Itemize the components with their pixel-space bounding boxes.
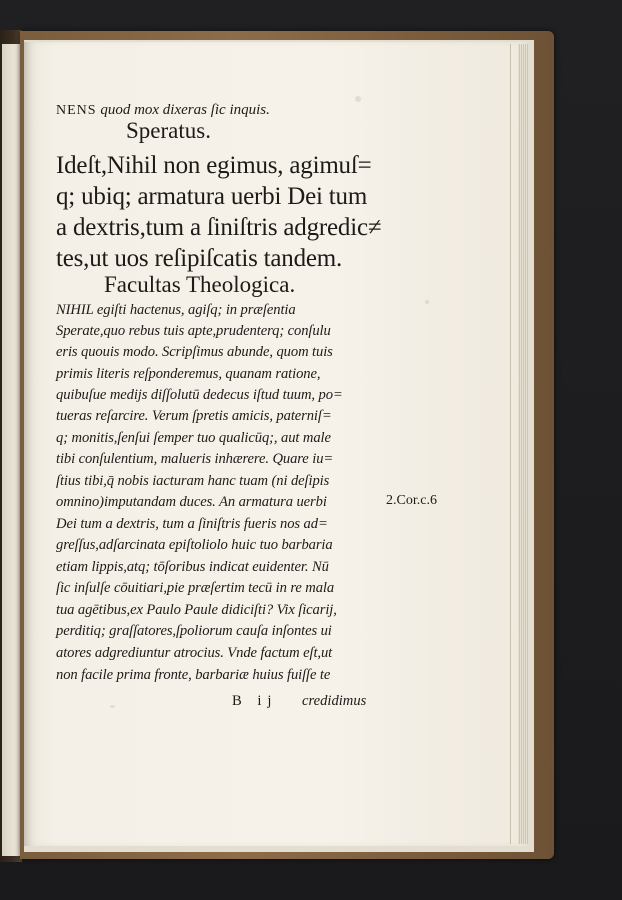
faculty-title: Facultas Theologica. [104, 272, 296, 297]
body-line: ſic inſulſe cōuitiari,pie præſertim tecū in re mala [56, 580, 335, 596]
stain-spot [110, 705, 115, 708]
reply-line: q; ubiq; armatura uerbi Dei tum [56, 183, 368, 210]
stain-spot [355, 96, 361, 102]
header-caps: NENS [56, 103, 97, 118]
reply-line: Ideſt,Nihil non egimus, agimuſ= [56, 152, 372, 179]
body-line: tueras reſarcire. Verum ſpretis amicis, paterniſ= [56, 408, 332, 424]
body-line: q; monitis,ſenſui ſemper tuo qualicūq;, aut male [56, 430, 331, 446]
body-line: quibuſue medijs diſſolutū dedecus iſtud tuum, po= [56, 387, 343, 403]
body-line: NIHIL egiſti hactenus, agiſq; in præſentia [56, 302, 296, 318]
body-line: etiam lippis,atq; tōſoribus indicat euidenter. Nū [56, 559, 329, 575]
body-line: omnino)imputandam duces. An armatura uerbi [56, 494, 327, 510]
body-line: greſſus,adſarcinata epiſtoliolo huic tuo barbaria [56, 537, 333, 553]
reply-line: a dextris,tum a ſiniſtris adgredic≠ [56, 214, 382, 241]
page-fold-line [510, 44, 511, 844]
catchword: credidimus [302, 693, 367, 709]
body-line: primis literis reſponderemus, quanam ratione, [56, 366, 321, 382]
body-line: Dei tum a dextris, tum a ſiniſtris fueris nos ad= [56, 516, 328, 532]
margin-note: 2.Cor.c.6 [386, 493, 437, 508]
page-fore-edge [518, 44, 528, 844]
body-line: non facile prima fronte, barbariæ huius fuiſſe te [56, 667, 331, 683]
body-line: tibi conſulentium, malueris inhærere. Quare iu= [56, 451, 334, 467]
body-line: tua agētibus,ex Paulo Paule didiciſti? Vix ſicarij, [56, 602, 337, 618]
signature-mark: B ij [232, 693, 278, 709]
body-line: ſtius tibi,q̄ nobis iacturam hanc tuam (ni deſipis [56, 473, 330, 489]
body-line: perditiq; graſſatores,ſpoliorum cauſa inſontes ui [56, 623, 332, 639]
page-header [56, 102, 270, 119]
stain-spot [425, 300, 429, 304]
header-text: quod mox dixeras ſic inquis. [100, 102, 270, 118]
body-line: atores adgrediuntur atrocius. Vnde factum eſt,ut [56, 645, 333, 661]
reply-line: tes,ut uos reſipiſcatis tandem. [56, 245, 343, 272]
body-line: Sperate,quo rebus tuis apte,prudenterq; conſulu [56, 323, 331, 339]
body-line: eris quouis modo. Scripſimus abunde, quom tuis [56, 344, 333, 360]
speaker-title: Speratus. [126, 118, 211, 143]
